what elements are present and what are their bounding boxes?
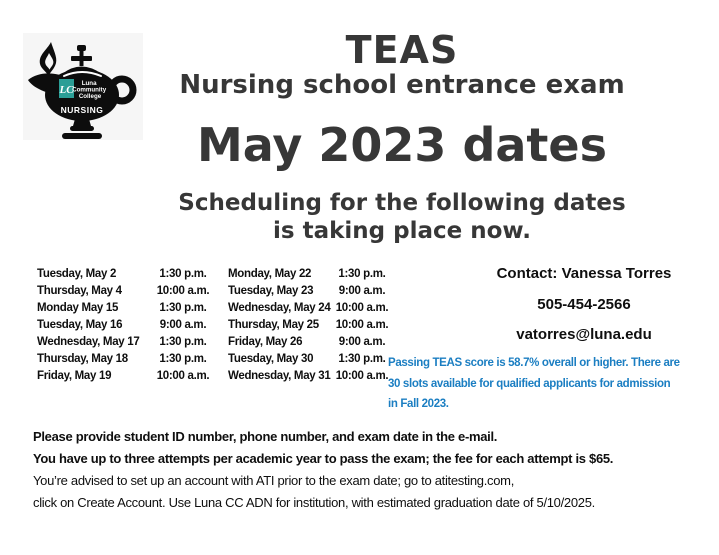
table-row [37, 266, 213, 283]
exam-time: 10:00 a.m. [335, 370, 389, 382]
contact-email: vatorres@luna.edu [516, 326, 652, 343]
exam-date: Monday May 15 [37, 302, 119, 314]
exam-time: 1:30 p.m. [159, 353, 207, 365]
table-row [228, 317, 392, 334]
exam-date: Wednesday, May 24 [228, 302, 331, 314]
exam-date: Thursday, May 4 [37, 285, 122, 297]
instruction-line-3: You’re advised to set up an account with ATI prior to the exam date; go to atitesting.com, [33, 473, 515, 488]
page-subtitle: Nursing school entrance exam [179, 70, 625, 100]
schedule-table-middle [228, 266, 392, 385]
exam-date: Friday, May 19 [37, 370, 112, 382]
exam-time: 1:30 p.m. [159, 268, 207, 280]
dates-title: May 2023 dates [197, 118, 607, 172]
exam-time: 9:00 a.m. [338, 336, 386, 348]
table-row [37, 351, 213, 368]
contact-name: Contact: Vanessa Torres [496, 265, 672, 282]
table-row [37, 283, 213, 300]
page-title: TEAS [345, 28, 459, 72]
header [85, 0, 719, 250]
exam-time: 1:30 p.m. [159, 336, 207, 348]
exam-date: Wednesday, May 31 [228, 370, 331, 382]
notice-line-3: in Fall 2023. [388, 398, 449, 410]
table-row [228, 334, 392, 351]
exam-time: 10:00 a.m. [335, 319, 389, 331]
table-row [37, 317, 213, 334]
scheduling-line-1: Scheduling for the following dates [178, 190, 626, 216]
table-row [228, 300, 392, 317]
passing-score-notice [388, 353, 718, 415]
exam-date: Tuesday, May 2 [37, 268, 117, 280]
lc-logo-text: LC [59, 84, 74, 96]
exam-date: Tuesday, May 30 [228, 353, 314, 365]
instruction-line-1: Please provide student ID number, phone number, and exam date in the e-mail. [33, 429, 498, 444]
scheduling-line-2: is taking place now. [273, 218, 531, 244]
schedule-table-left [37, 266, 213, 385]
exam-date: Friday, May 26 [228, 336, 303, 348]
contact-phone: 505-454-2566 [537, 296, 631, 313]
exam-time: 1:30 p.m. [338, 353, 386, 365]
exam-time: 1:30 p.m. [159, 302, 207, 314]
nursing-label: NURSING [60, 105, 104, 115]
table-row [228, 283, 392, 300]
table-row [37, 368, 213, 385]
exam-time: 1:30 p.m. [338, 268, 386, 280]
table-row [37, 300, 213, 317]
scheduling-notice [85, 189, 719, 245]
instruction-line-2: You have up to three attempts per academic year to pass the exam; the fee for each attempt is $65. [33, 451, 614, 466]
exam-time: 10:00 a.m. [156, 285, 210, 297]
exam-date: Monday, May 22 [228, 268, 312, 280]
table-row [37, 334, 213, 351]
table-row [228, 351, 392, 368]
notice-line-1: Passing TEAS score is 58.7% overall or higher. There are [388, 357, 680, 369]
exam-date: Thursday, May 18 [37, 353, 128, 365]
notice-line-2: 30 slots available for qualified applicants for admission [388, 377, 671, 390]
exam-date: Tuesday, May 23 [228, 285, 314, 297]
instructions [33, 426, 719, 514]
college-name: Luna Community College [72, 80, 107, 100]
table-row [228, 368, 392, 385]
exam-time: 9:00 a.m. [159, 319, 207, 331]
exam-date: Wednesday, May 17 [37, 336, 140, 348]
exam-date: Tuesday, May 16 [37, 319, 123, 331]
exam-time: 10:00 a.m. [156, 370, 210, 382]
exam-time: 9:00 a.m. [338, 285, 386, 297]
instruction-line-4: click on Create Account. Use Luna CC ADN for institution, with estimated graduation date of 5/10/2025. [33, 495, 595, 510]
table-row [228, 266, 392, 283]
flame-icon [40, 42, 57, 76]
exam-time: 10:00 a.m. [335, 302, 389, 314]
exam-date: Thursday, May 25 [228, 319, 319, 331]
